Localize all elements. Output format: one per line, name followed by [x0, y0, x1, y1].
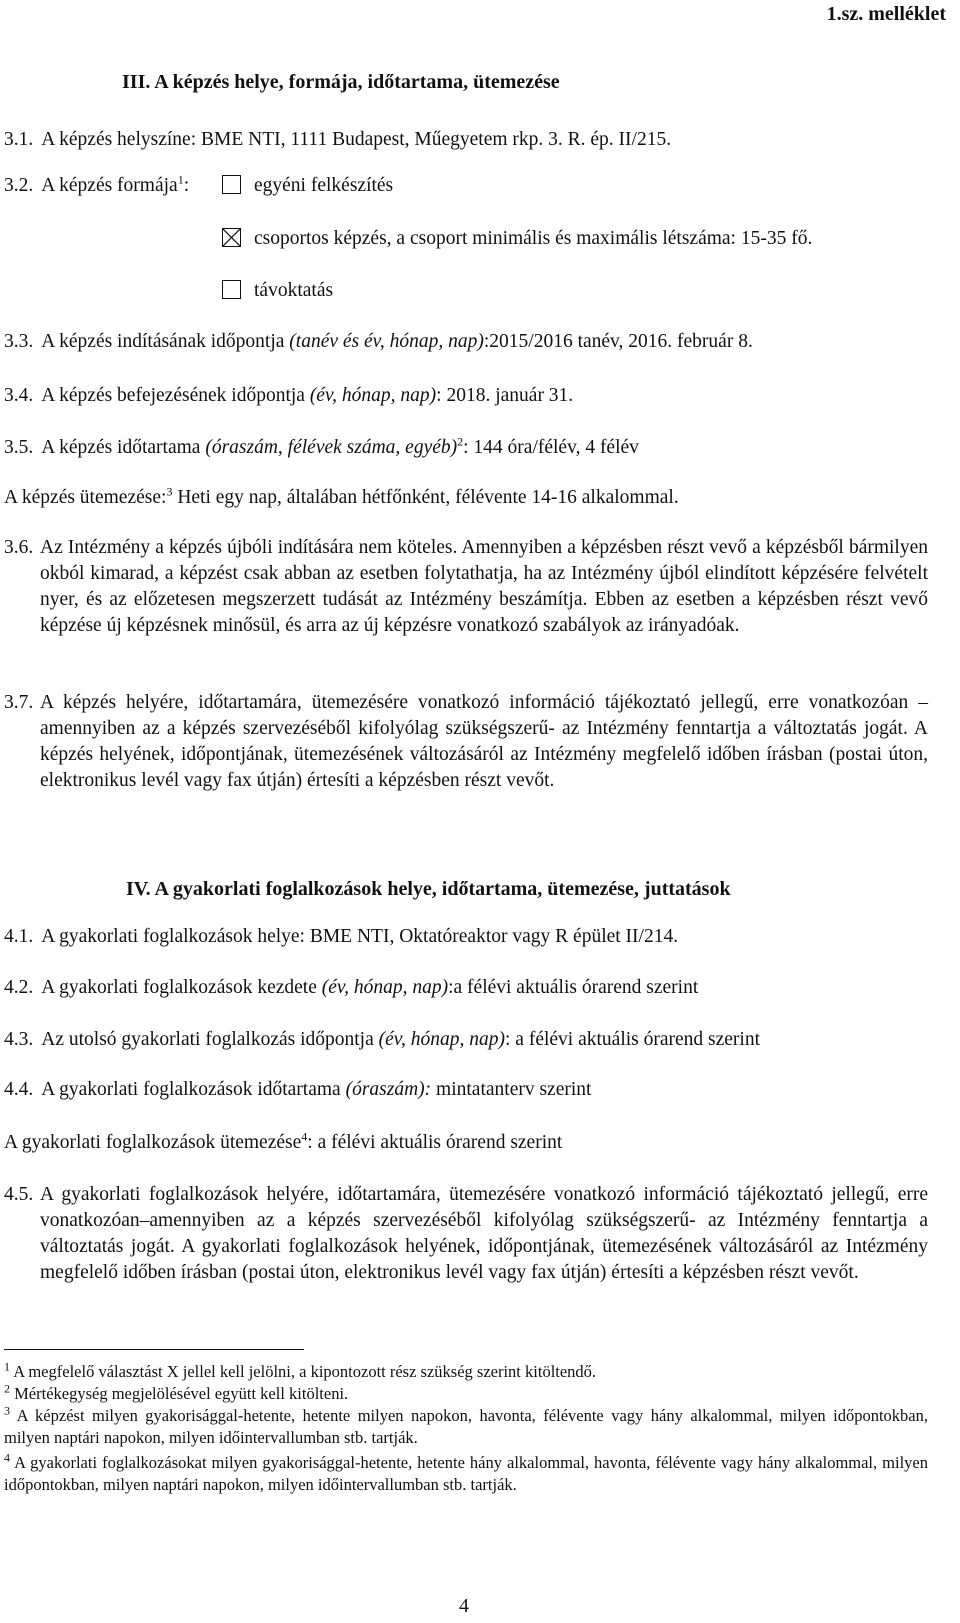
item-number: 3.6.	[4, 537, 34, 558]
item-hint: (év, hónap, nap)	[309, 385, 437, 406]
footnote-text: Mértékegység megjelölésével együtt kell kitölteni.	[10, 1384, 349, 1403]
item-number: 3.1.	[4, 129, 34, 150]
footnote-4	[4, 1452, 928, 1496]
schedule-label: A gyakorlati foglalkozások ütemezése	[4, 1132, 302, 1153]
section-4-title: IV. A gyakorlati foglalkozások helye, időtartama, ütemezése, juttatások	[126, 878, 731, 900]
practical-schedule-line	[4, 1131, 562, 1155]
footnote-3	[4, 1405, 928, 1449]
item-number: 4.3.	[4, 1029, 34, 1050]
item-text: A képzés befejezésének időpontja	[41, 385, 310, 406]
footnote-number: 4	[4, 1450, 10, 1465]
checkbox-unchecked	[222, 280, 241, 299]
item-3-1	[4, 128, 671, 152]
item-text: Az utolsó gyakorlati foglalkozás időpontja	[41, 1029, 379, 1050]
item-number: 4.5.	[4, 1184, 34, 1205]
item-3-7	[4, 690, 928, 794]
footnote-text: A megfelelő választást X jellel kell jelölni, a kipontozott rész szükség szerint kitöltendő.	[10, 1362, 597, 1381]
item-4-1	[4, 925, 678, 949]
item-value: :a félévi aktuális órarend szerint	[448, 977, 699, 998]
item-number: 4.1.	[4, 926, 34, 947]
item-value: mintatanterv szerint	[431, 1079, 592, 1100]
item-hint: (óraszám):	[345, 1079, 432, 1100]
item-text: A képzés helyszíne: BME NTI, 1111 Budapest, Műegyetem rkp. 3. R. ép. II/215.	[41, 129, 672, 150]
option-label: egyéni felkészítés	[254, 175, 394, 196]
schedule-line	[4, 486, 679, 510]
form-option-individual	[222, 174, 393, 198]
item-4-4	[4, 1078, 591, 1102]
item-number: 3.5.	[4, 437, 34, 458]
section-3-title: III. A képzés helye, formája, időtartama, ütemezése	[122, 71, 560, 93]
page-number: 4	[459, 1595, 469, 1617]
footnote-1	[4, 1361, 928, 1383]
item-text: A gyakorlati foglalkozások helye: BME NTI, Oktatóreaktor vagy R épület II/214.	[41, 926, 679, 947]
item-number: 3.7.	[4, 692, 34, 713]
item-4-5	[4, 1182, 928, 1286]
footnote-separator	[4, 1349, 304, 1350]
item-text: A képzés formája	[41, 175, 178, 196]
schedule-value: : a félévi aktuális órarend szerint	[307, 1132, 563, 1153]
item-hint: (óraszám, félévek száma, egyéb)	[205, 437, 458, 458]
item-text: A képzés helyére, időtartamára, ütemezésére vonatkozó információ tájékoztató jellegű, erre vonatkozóan –amennyiben az a képzés szervezéséből kifolyólag szükségszerű- az Intézmény fenntartja a változtatás jogát. A képzés helyének, időpontjának, ütemezésének változásáról az Intézmény megfelelő időben írásban (postai úton, elektronikus levél vagy fax útján) értesíti a képzésben részt vevőt.	[40, 692, 928, 791]
option-label: csoportos képzés, a csoport minimális és maximális létszáma: 15-35 fő.	[254, 228, 813, 249]
item-text: Az Intézmény a képzés újbóli indítására nem köteles. Amennyiben a képzésben részt vevő a képzésből bármilyen okból kimarad, a képzést csak abban az esetben folytathatja, ha az Intézmény újból elindított képzésére felvételt nyer, és az előzetesen megszerzett tudását az Intézmény beszámítja. Ebben az esetben a képzésben részt vevő képzése új képzésnek minősül, és arra az új képzésre vonatkozó szabályok az irányadóak.	[40, 537, 928, 636]
annex-label: 1.sz. melléklet	[826, 3, 946, 25]
item-value: : 144 óra/félév, 4 félév	[463, 437, 639, 458]
footnote-number: 3	[4, 1403, 10, 1418]
checkbox-checked	[222, 228, 241, 247]
schedule-value: Heti egy nap, általában hétfőnként, félévente 14-16 alkalommal.	[172, 487, 679, 508]
item-number: 3.2.	[4, 175, 34, 196]
item-number: 4.2.	[4, 977, 34, 998]
footnote-number: 2	[4, 1381, 10, 1396]
schedule-label: A képzés ütemezése:	[4, 487, 167, 508]
item-4-3	[4, 1028, 760, 1052]
item-number: 3.3.	[4, 331, 34, 352]
item-hint: (tanév és év, hónap, nap)	[289, 331, 484, 352]
item-number: 4.4.	[4, 1079, 34, 1100]
footnote-ref: 1	[177, 172, 184, 187]
option-label: távoktatás	[254, 280, 334, 301]
item-3-6	[4, 535, 928, 639]
item-3-5	[4, 436, 639, 460]
item-hint: (év, hónap, nap)	[321, 977, 449, 998]
footnote-text: A gyakorlati foglalkozásokat milyen gyakorisággal-hetente, hetente hány alkalommal, havonta, félévente vagy hány alkalommal, milyen időpontokban, milyen naptári napokon, milyen időintervallumban stb. tartják.	[4, 1453, 928, 1494]
item-3-2	[4, 174, 189, 198]
form-option-distance	[222, 279, 333, 303]
footnote-ref: 2	[457, 434, 464, 449]
item-hint: (év, hónap, nap)	[378, 1029, 505, 1050]
x-mark-icon	[223, 229, 240, 246]
colon: :	[183, 175, 190, 196]
item-value: : a félévi aktuális órarend szerint	[505, 1029, 761, 1050]
footnote-2	[4, 1383, 928, 1405]
checkbox-unchecked	[222, 175, 241, 194]
footnote-ref: 4	[301, 1129, 308, 1144]
item-text: A képzés időtartama	[41, 437, 206, 458]
footnote-ref: 3	[166, 484, 173, 499]
item-3-4	[4, 384, 573, 408]
item-number: 3.4.	[4, 385, 34, 406]
item-value: : 2018. január 31.	[436, 385, 574, 406]
form-option-group	[222, 227, 812, 251]
item-text: A képzés indításának időpontja	[41, 331, 290, 352]
item-value: :2015/2016 tanév, 2016. február 8.	[483, 331, 753, 352]
item-text: A gyakorlati foglalkozások kezdete	[41, 977, 322, 998]
footnote-text: A képzést milyen gyakorisággal-hetente, hetente milyen napokon, havonta, félévente vagy hány alkalommal, milyen időpontokban, milyen naptári napokon, milyen időintervallumban stb. tartják.	[4, 1406, 928, 1447]
item-text: A gyakorlati foglalkozások időtartama	[41, 1079, 346, 1100]
item-3-3	[4, 330, 753, 354]
footnote-number: 1	[4, 1359, 10, 1374]
item-4-2	[4, 976, 698, 1000]
item-text: A gyakorlati foglalkozások helyére, időtartamára, ütemezésére vonatkozó információ tájékoztató jellegű, erre vonatkozóan–amennyiben az a képzés szervezéséből kifolyólag szükségszerű- az Intézmény fenntartja a változtatás jogát. A gyakorlati foglalkozások helyének, időpontjának, ütemezésének változásáról az Intézmény megfelelő időben írásban (postai úton, elektronikus levél vagy fax útján) értesíti a képzésben részt vevőt.	[40, 1184, 928, 1283]
